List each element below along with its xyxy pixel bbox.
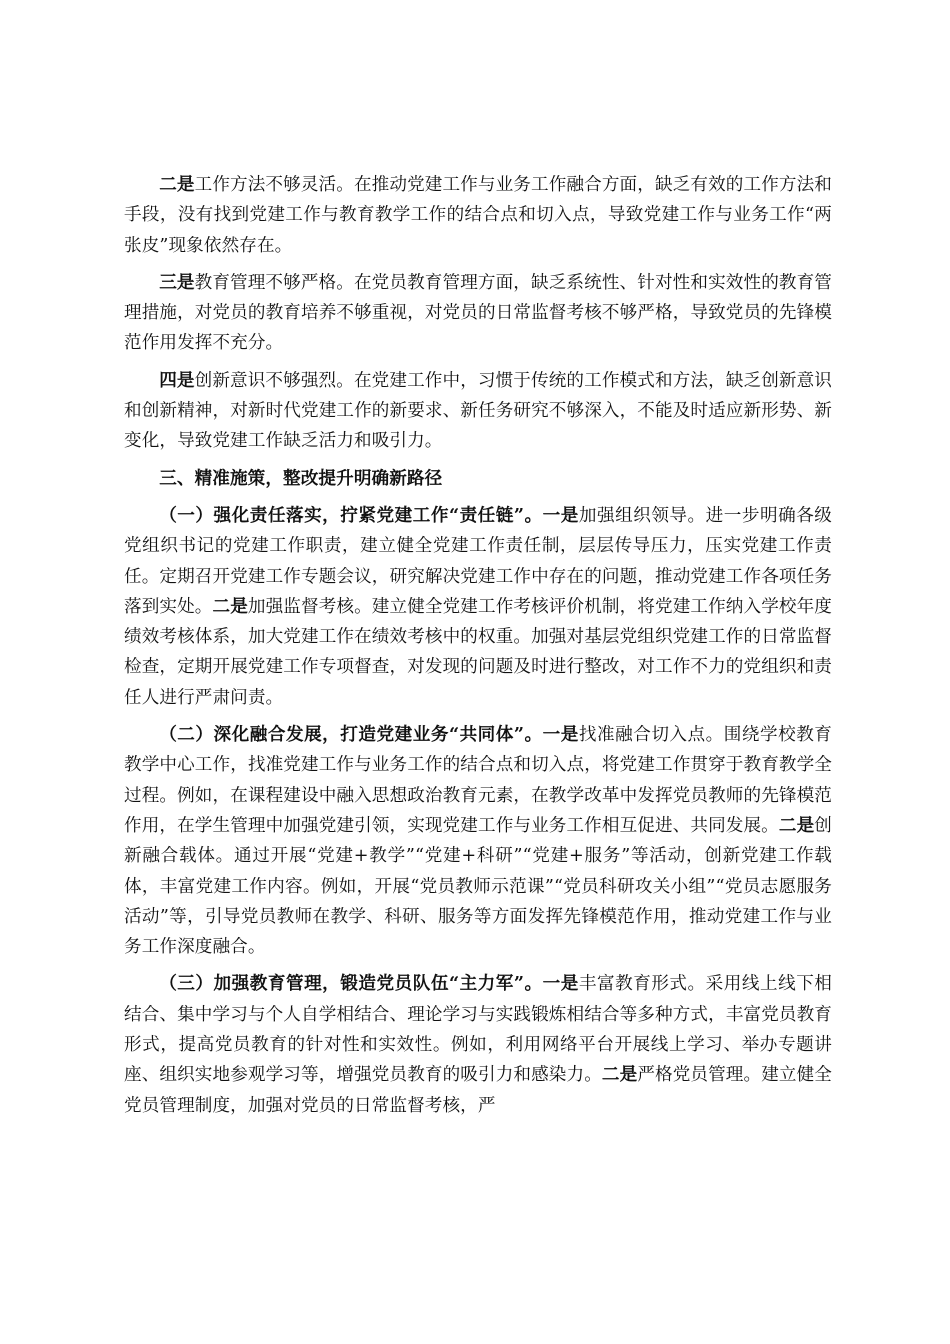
lead-term: 四是 (159, 369, 195, 391)
lead-term: 一是 (542, 504, 579, 526)
lead-term: 二是 (159, 174, 195, 195)
section-heading: 三、精准施策，整改提升明确新路径 (159, 467, 443, 489)
paragraph-innovation (124, 366, 832, 457)
lead-term: 一是 (542, 724, 579, 746)
subsection-integration (124, 720, 832, 962)
paragraph-text: 创新意识不够强烈。在党建工作中，习惯于传统的工作模式和方法，缺乏创新意识和创新精神，对新时代党建工作的新要求、新任务研究不够深入，不能及时适应新形势、新变化，导致党建工作缺乏活力和吸引力。 (124, 370, 833, 452)
paragraph-text: 创新融合载体。通过开展“党建+教学”“党建+科研”“党建+服务”等活动，创新党建工作载体，丰富党建工作内容。例如，开展“党员教师示范课”“党员科研攻关小组”“党员志愿服务活动”等，引导党员教师在教学、科研、服务等方面发挥先锋模范作用，推动党建工作与业务工作深度融合。 (124, 815, 832, 958)
paragraph-text: 工作方法不够灵活。在推动党建工作与业务工作融合方面，缺乏有效的工作方法和手段，没有找到党建工作与教育教学工作的结合点和切入点，导致党建工作与业务工作“两张皮”现象依然存在。 (124, 175, 833, 256)
subsection-title: （二）深化融合发展，打造党建业务“共同体”。 (159, 724, 543, 746)
subsection-title: （三）加强教育管理，锻造党员队伍“主力军”。 (159, 973, 543, 995)
paragraph-text: 加强监督考核。建立健全党建工作考核评价机制，将党建工作纳入学校年度绩效考核体系，加大党建工作在绩效考核中的权重。加强对基层党组织党建工作的日常监督检查，定期开展党建工作专项督查，对发现的问题及时进行整改，对工作不力的党组织和责任人进行严肃问责。 (124, 596, 832, 708)
paragraph-text: 丰富教育形式。采用线上线下相结合、集中学习与个人自学相结合、理论学习与实践锻炼相结合等多种方式，丰富党员教育形式，提高党员教育的针对性和实效性。例如，利用网络平台开展线上学习、举办专题讲座、组织实地参观学习等，增强党员教育的吸引力和感染力。 (124, 974, 832, 1086)
paragraph-text: 找准融合切入点。围绕学校教育教学中心工作，找准党建工作与业务工作的结合点和切入点，将党建工作贯穿于教育教学全过程。例如，在课程建设中融入思想政治教育元素，在教学改革中发挥党员教师的先锋模范作用，在学生管理中加强党建引领，实现党建工作与业务工作相互促进、共同发展。 (124, 725, 832, 836)
document-page (124, 170, 832, 1121)
paragraph-method (124, 170, 832, 261)
paragraph-text: 严格党员管理。建立健全党员管理制度，加强对党员的日常监督考核，严 (124, 1065, 833, 1116)
paragraph-text: 教育管理不够严格。在党员教育管理方面，缺乏系统性、针对性和实效性的教育管理措施，对党员的教育培养不够重视，对党员的日常监督考核不够严格，导致党员的先锋模范作用发挥不充分。 (124, 272, 833, 354)
paragraph-text: 加强组织领导。进一步明确各级党组织书记的党建工作职责，建立健全党建工作责任制，层层传导压力，压实党建工作责任。定期召开党建工作专题会议，研究解决党建工作中存在的问题，推动党建工作各项任务落到实处。 (124, 505, 832, 617)
subsection-education (124, 969, 832, 1120)
lead-term: 三是 (159, 271, 195, 293)
lead-term: 二是 (778, 814, 815, 836)
lead-term: 二是 (601, 1064, 638, 1086)
lead-term: 一是 (542, 973, 579, 995)
subsection-responsibility (124, 501, 832, 713)
paragraph-management (124, 268, 832, 359)
lead-term: 二是 (212, 595, 248, 617)
subsection-title: （一）强化责任落实，拧紧党建工作“责任链”。 (159, 504, 543, 526)
